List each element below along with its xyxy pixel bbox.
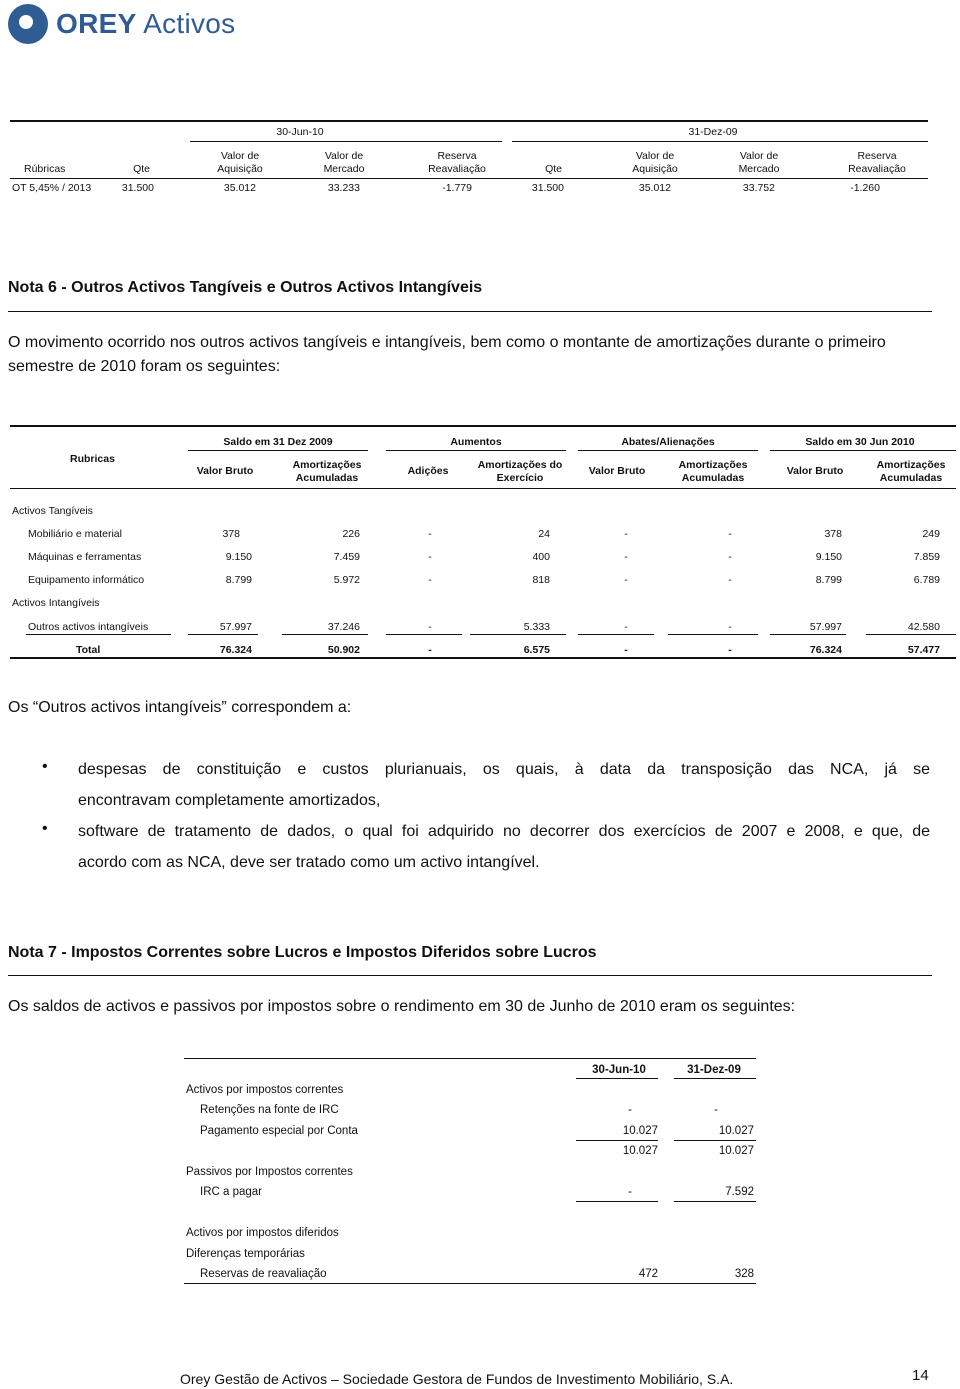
nota6-paragraph: O movimento ocorrido nos outros activos tangíveis e intangíveis, bem como o montante de amortizações durante o primeiro semestre de 2010 foram os seguintes:	[8, 334, 886, 375]
col-res-b-1: Reserva	[857, 150, 897, 162]
section-tangiveis: Activos Tangíveis	[12, 505, 93, 517]
col-am-3b: Acumuladas	[879, 472, 943, 484]
nota6-title: Nota 6 - Outros Activos Tangíveis e Outros Activos Intangíveis	[8, 279, 483, 296]
table-cell: 6.789	[913, 574, 940, 586]
col-aq-a-1: Valor de	[220, 150, 260, 162]
table-cell: 42.580	[907, 621, 940, 633]
table-cell: -	[728, 551, 732, 563]
table-row-label: Máquinas e ferramentas	[28, 551, 142, 563]
tax-row-label: Pagamento especial por Conta	[200, 1125, 358, 1137]
group-header-left: 30-Jun-10	[276, 126, 324, 138]
col-amex-b: Exercício	[496, 472, 544, 484]
col-amex-a: Amortizações do	[477, 459, 563, 471]
col-31dez09: 31-Dez-09	[687, 1064, 741, 1076]
tax-cell: -	[628, 1104, 632, 1116]
col-mer-a-1: Valor de	[324, 150, 364, 162]
total-cell: -	[624, 644, 628, 656]
table-cell: 57.997	[219, 621, 252, 633]
col-res-b-2: Reavaliação	[848, 163, 906, 175]
col-vb-2: Valor Bruto	[588, 465, 646, 477]
col-rubricas: Rubricas	[70, 453, 115, 465]
col-aq-b-2: Aquisição	[632, 163, 678, 175]
tax-row-label: Diferenças temporárias	[186, 1248, 305, 1260]
col-am-2b: Acumuladas	[681, 472, 745, 484]
total-cell: 76.324	[219, 644, 252, 656]
section-intangiveis: Activos Intangíveis	[12, 597, 100, 609]
tax-cell: 472	[638, 1268, 658, 1280]
col-vb-3: Valor Bruto	[786, 465, 844, 477]
col-am-1a: Amortizações	[292, 459, 362, 471]
table-cell: -	[728, 621, 732, 633]
col-30jun10: 30-Jun-10	[592, 1064, 646, 1076]
table-cell: 249	[922, 528, 940, 540]
table-cell: -	[428, 574, 432, 586]
table-cell: -	[428, 621, 432, 633]
row-mer-b: 33.752	[742, 182, 775, 194]
col-adicoes: Adições	[407, 465, 449, 477]
bullet-2-line-1: software de tratamento de dados, o qual foi adquirido no decorrer dos exercícios de 2007 e 2008, e que, de	[78, 823, 930, 840]
tax-cell: -	[628, 1186, 632, 1198]
tax-row-label: Activos por impostos correntes	[186, 1084, 344, 1096]
group-saldo-ini: Saldo em 31 Dez 2009	[223, 436, 333, 448]
table-cell: 9.150	[225, 551, 252, 563]
col-mer-b-2: Mercado	[738, 163, 780, 175]
bullet-icon: •	[42, 758, 48, 775]
col-vb-1: Valor Bruto	[196, 465, 254, 477]
bullet-1-line-2: encontravam completamente amortizados,	[78, 792, 381, 809]
table-cell: 9.150	[815, 551, 842, 563]
nota7-title: Nota 7 - Impostos Correntes sobre Lucros e Impostos Diferidos sobre Lucros	[8, 944, 597, 961]
table-row-label: Equipamento informático	[28, 574, 145, 586]
col-rubricas: Rúbricas	[24, 163, 66, 175]
tax-row-label: Activos por impostos diferidos	[186, 1227, 339, 1239]
table-cell: -	[428, 528, 432, 540]
total-label: Total	[76, 644, 101, 656]
tax-row-label: Passivos por Impostos correntes	[186, 1166, 353, 1178]
table-cell: 8.799	[815, 574, 842, 586]
col-am-3a: Amortizações	[876, 459, 946, 471]
tax-cell: 7.592	[725, 1186, 754, 1198]
col-am-2a: Amortizações	[678, 459, 748, 471]
company-logo	[8, 4, 235, 44]
table-cell: -	[624, 551, 628, 563]
table-cell: 24	[538, 528, 550, 540]
bullet-2-line-2: acordo com as NCA, deve ser tratado como um activo intangível.	[78, 854, 540, 871]
table-cell: 226	[342, 528, 360, 540]
total-cell: 50.902	[327, 644, 360, 656]
tax-cell: 10.027	[718, 1125, 754, 1137]
tax-cell: -	[714, 1104, 718, 1116]
logo-text: OREY Activos	[56, 8, 236, 39]
tax-subtotal: 10.027	[622, 1145, 658, 1157]
group-saldo-fim: Saldo em 30 Jun 2010	[805, 436, 915, 448]
col-res-a-1: Reserva	[437, 150, 477, 162]
table-row-label: Mobiliário e material	[28, 528, 122, 540]
row-mer-a: 33.233	[327, 182, 360, 194]
table-cell: -	[728, 528, 732, 540]
page-number: 14	[912, 1367, 929, 1384]
tax-subtotal: 10.027	[718, 1145, 754, 1157]
table-cell: 5.972	[333, 574, 360, 586]
group-aumentos: Aumentos	[450, 436, 502, 448]
table-cell: 7.859	[913, 551, 940, 563]
table-cell: 8.799	[225, 574, 252, 586]
logo-circle-icon	[8, 4, 48, 44]
row-qte-b: 31.500	[531, 182, 564, 194]
col-aq-a-2: Aquisição	[217, 163, 263, 175]
tax-cell: 328	[734, 1268, 754, 1280]
col-qte-b: Qte	[545, 163, 562, 175]
group-abates: Abates/Alienações	[621, 436, 715, 448]
footer-company: Orey Gestão de Activos – Sociedade Gestora de Fundos de Investimento Mobiliário, S.A.	[180, 1371, 734, 1387]
table-cell: -	[624, 574, 628, 586]
intangiveis-intro: Os “Outros activos intangíveis” correspondem a:	[8, 699, 352, 716]
row-res-b: -1.260	[850, 182, 880, 194]
table-cell: 378	[222, 528, 240, 540]
table-cell: -	[624, 621, 628, 633]
total-cell: 76.324	[809, 644, 842, 656]
table-cell: 400	[532, 551, 550, 563]
table-cell: 5.333	[523, 621, 550, 633]
tax-cell: 10.027	[622, 1125, 658, 1137]
row-aq-b: 35.012	[638, 182, 671, 194]
col-mer-a-2: Mercado	[323, 163, 365, 175]
bullet-1-line-1: despesas de constituição e custos plurianuais, os quais, à data da transposição das NCA, já se	[78, 761, 930, 778]
total-cell: -	[428, 644, 432, 656]
total-cell: 6.575	[523, 644, 550, 656]
col-aq-b-1: Valor de	[635, 150, 675, 162]
row-aq-a: 35.012	[223, 182, 256, 194]
col-mer-b-1: Valor de	[739, 150, 779, 162]
table-row-label: Outros activos intangíveis	[28, 621, 149, 633]
tax-row-label: IRC a pagar	[200, 1186, 263, 1198]
col-qte-a: Qte	[133, 163, 150, 175]
row-qte-a: 31.500	[121, 182, 154, 194]
nota7-paragraph: Os saldos de activos e passivos por impostos sobre o rendimento em 30 de Junho de 2010 eram os seguintes:	[8, 998, 796, 1015]
group-header-right: 31-Dez-09	[688, 126, 738, 138]
table-cell: -	[728, 574, 732, 586]
row-rubrica: OT 5,45% / 2013	[12, 182, 92, 194]
total-cell: -	[728, 644, 732, 656]
table-cell: 378	[824, 528, 842, 540]
table-cell: 7.459	[333, 551, 360, 563]
table-cell: 37.246	[327, 621, 360, 633]
bullet-icon: •	[42, 820, 48, 837]
table-cell: -	[428, 551, 432, 563]
table-cell: 818	[532, 574, 550, 586]
row-res-a: -1.779	[442, 182, 472, 194]
table-cell: -	[624, 528, 628, 540]
col-am-1b: Acumuladas	[295, 472, 359, 484]
table-cell: 57.997	[809, 621, 842, 633]
total-cell: 57.477	[907, 644, 940, 656]
tax-row-label: Retenções na fonte de IRC	[200, 1104, 339, 1116]
col-res-a-2: Reavaliação	[428, 163, 486, 175]
tax-row-label: Reservas de reavaliação	[200, 1268, 327, 1280]
